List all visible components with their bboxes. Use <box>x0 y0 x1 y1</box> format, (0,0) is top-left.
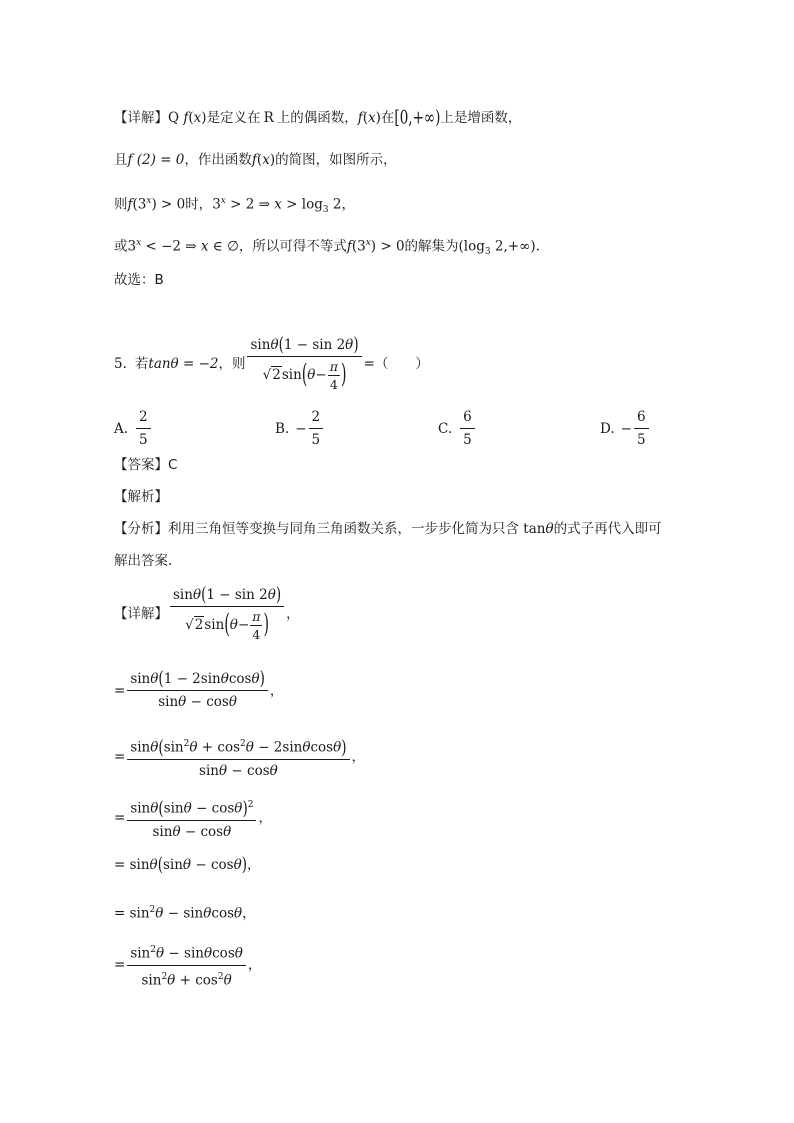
prev-line-2: 且f (2) = 0，作出函数f(x)的简图，如图所示， <box>114 152 397 168</box>
option-c[interactable]: C. $\frac{6}{5}$ <box>438 408 477 449</box>
answer-tag: 【答案】 <box>114 457 168 473</box>
option-d[interactable]: D. − $\frac{6}{5}$ <box>600 408 651 449</box>
detail-tag-2: 【详解】 <box>114 606 168 622</box>
detail-step-4: = sinθ(sinθ − cosθ)， <box>114 854 261 876</box>
prev-choice: 故选：B <box>114 272 164 288</box>
option-a[interactable]: A. $\frac{2}{5}$ <box>114 408 153 449</box>
analysis-line-2: 解出答案. <box>114 553 173 569</box>
analysis-tag: 【解析】 <box>114 489 168 505</box>
answer-line <box>114 455 177 475</box>
question-number: 5. <box>114 356 127 372</box>
detail-step-6: = $\frac{\sin^2\theta - \sin\theta\cos\theta}{\sin^2\theta + \cos^2\theta}$ ， <box>114 941 261 989</box>
answer-value: C <box>168 457 178 473</box>
prev-line-3: 则$f(3^x) > 0$时，$3^x > 2$ ⇒ $x > \log_3 2$， <box>114 196 355 216</box>
detail-step-2: = $\frac{\sin\theta(\sin^2\theta + \cos^2\theta - 2\sin\theta\cos\theta)}{\sin\theta - \cos\theta}$ ， <box>114 736 366 779</box>
detail-step-1: = $\frac{\sin\theta(1 - 2\sin\theta\cos\theta)}{\sin\theta - \cos\theta}$ ， <box>114 668 284 710</box>
prev-line-4: 或$3^x < -2$ ⇒ x ∈ ∅，所以可得不等式$f(3^x) > 0$的解集为($\log_3$ 2,+∞). <box>114 238 540 258</box>
detail-step-0: 【详解】 sinθ(1 − sin 2θ) √2sin(θ− $\frac{\pi}{4}$ ) ， <box>114 584 300 642</box>
detail-step-5: = $\sin^2\theta - \sin\theta\cos\theta$， <box>114 905 256 922</box>
analysis-line-1: 【分析】利用三角恒等变换与同角三角函数关系，一步步化简为只含 tanθ的式子再代入即可 <box>114 521 662 537</box>
prev-line-1: 【详解】Q f(x)是定义在 R 上的偶函数，f(x)在[0,+∞)上是增函数， <box>114 107 522 129</box>
outline-tag: 【分析】 <box>114 521 168 537</box>
detail-step-3: = $\frac{\sin\theta(\sin\theta - \cos\theta)^2}{\sin\theta - \cos\theta}$ ， <box>114 797 272 840</box>
option-b[interactable]: B. − $\frac{2}{5}$ <box>275 408 325 449</box>
question-expression: sinθ(1 − sin 2θ) √2sin(θ− $\frac{\pi}{4}$ ) <box>247 336 361 392</box>
detail-tag: 【详解】 <box>114 110 168 126</box>
question-5: 5. 若 tanθ = −2 ，则 sinθ(1 − sin 2θ) √2sin(θ− $\frac{\pi}{4}$ ) =（ ） <box>114 334 429 392</box>
